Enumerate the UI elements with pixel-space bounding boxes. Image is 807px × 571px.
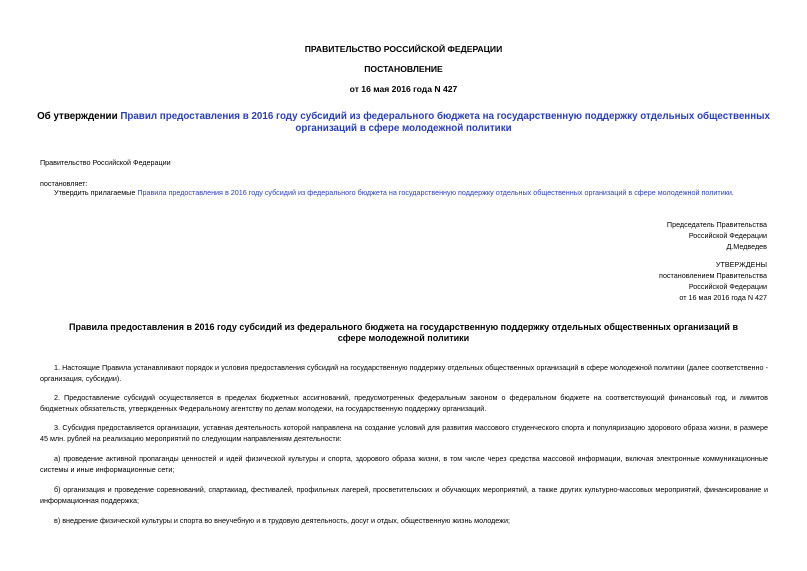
signature-name: Д.Медведев xyxy=(726,242,767,251)
approved-label: УТВЕРЖДЕНЫ xyxy=(715,260,767,269)
paragraph-2: 2. Предоставление субсидий осуществляется в пределах бюджетных ассигнований, предусмотренных федеральным законом о федеральном бюджете на соответствующий финансовый год, и лимитов бюджетных обязательств, утвержденных Федеральному агентству по делам молодежи, на государственную поддержку организаций. xyxy=(40,393,768,413)
signature-country: Российской Федерации xyxy=(688,231,767,240)
document-title xyxy=(30,111,777,135)
approved-country: Российской Федерации xyxy=(688,282,767,291)
title-prefix: Об утверждении xyxy=(37,111,121,122)
government-header: ПРАВИТЕЛЬСТВО РОССИЙСКОЙ ФЕДЕРАЦИИ xyxy=(304,44,503,54)
approve-prefix: Утвердить прилагаемые xyxy=(54,188,138,197)
paragraph-3c: в) внедрение физической культуры и спорта во внеучебную и в трудовую деятельность, досуг и отдых, общественную жизнь молодежи; xyxy=(54,516,510,525)
paragraph-3b: б) организация и проведение соревнований, спартакиад, фестивалей, профильных лагерей, просветительских и обучающих мероприятий, а также других культурно-массовых мероприятий, финансирование и информационная поддержка; xyxy=(40,485,768,505)
approved-date: от 16 мая 2016 года N 427 xyxy=(679,293,767,302)
intro-government: Правительство Российской Федерации xyxy=(40,158,171,167)
document-type: ПОСТАНОВЛЕНИЕ xyxy=(364,64,443,74)
approve-rules-link[interactable]: Правила предоставления в 2016 году субсидий из федерального бюджета на государственную поддержку отдельных общественных организаций в сфере молодежной политики xyxy=(137,188,732,197)
paragraph-3a: а) проведение активной пропаганды ценностей и идей физической культуры и спорта, здорового образа жизни, в том числе через средства массовой информации, включая электронные коммуникационные системы и иные информационные сети; xyxy=(40,454,768,474)
approved-by: постановлением Правительства xyxy=(659,271,767,280)
paragraph-3: 3. Субсидия предоставляется организации, уставная деятельность которой направлена на создание условий для развития массового студенческого спорта и популяризацию здорового образа жизни, в размере 45 млн. рублей на реализацию мероприятий по следующим направлениям деятельности: xyxy=(40,423,768,443)
paragraph-1: 1. Настоящие Правила устанавливают порядок и условия предоставления субсидий на государственную поддержку отдельных общественных организаций в сфере молодежной политики (далее соответственно - организация, субсидии). xyxy=(40,363,768,383)
intro-decrees: постановляет: xyxy=(40,179,88,188)
intro-approve xyxy=(54,187,774,198)
approved-stamp xyxy=(659,259,767,303)
approve-suffix: . xyxy=(731,188,734,197)
signature-position: Председатель Правительства xyxy=(666,220,767,229)
signature-block xyxy=(667,219,767,252)
document-date: от 16 мая 2016 года N 427 xyxy=(349,84,458,94)
rules-title: Правила предоставления в 2016 году субсидий из федерального бюджета на государственную поддержку отдельных общественных организаций в сфере молодежной политики xyxy=(69,322,738,343)
title-rules-link[interactable]: Правил предоставления в 2016 году субсидий из федерального бюджета на государственную поддержку отдельных общественных организаций в сфере молодежной политики xyxy=(120,111,770,134)
